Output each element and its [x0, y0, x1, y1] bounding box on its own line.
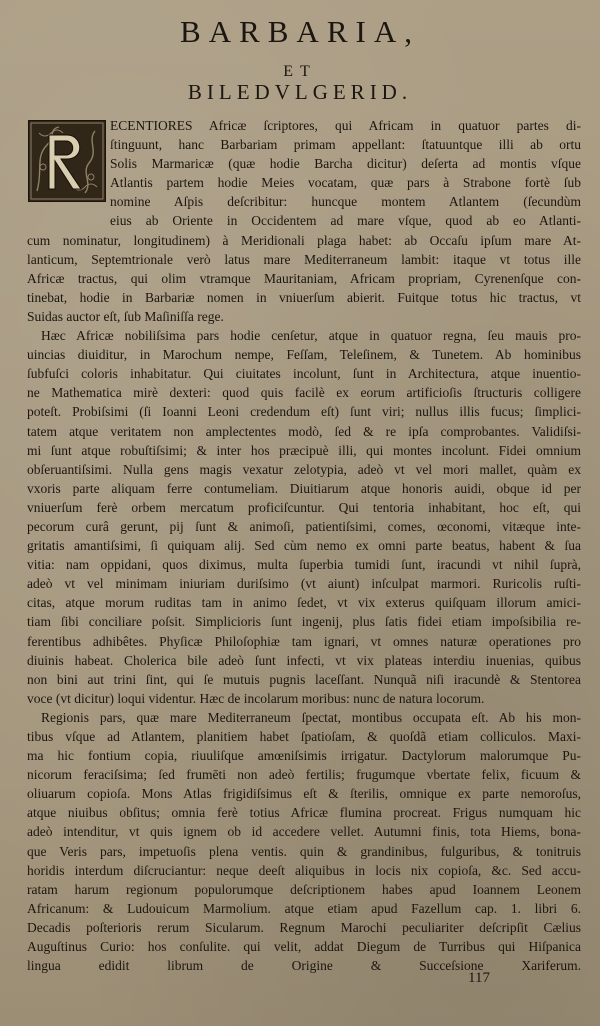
- text-line: adeò intenditur, vt quis ignem ob id accedere vellet. Autumni finis, tota Hiems, bona-: [27, 824, 581, 840]
- text-line: ma hic fontium copia, riuuliſque amœniſsimis irrigatur. Dactylorum malorumque Pu-: [27, 748, 581, 764]
- text-line: tiam ſibi conciliare poſsit. Simplicioris ſunt ingenij, plus ſatis fidei etiam impoſsibilia re-: [27, 614, 581, 630]
- text-line: [27, 975, 581, 994]
- text-line: ferentibus adhibêtes. Phyſicæ Philoſophiæ tam ignari, vt omnes naturæ operationes pro: [27, 633, 581, 649]
- text-line: diuinis habeat. Cholerica bile adeò ſunt infecti, vt vix plateas interdiu inuenias, quibus: [27, 652, 581, 668]
- text-line: oliuarum copioſa. Mons Atlas frigidiſsimus eſt & ſterilis, omnique ex parte nemoroſus,: [27, 786, 581, 802]
- text-line: tibus vſque ad Atlantem, planitiem habet ſpatioſam, & quoſdã etiam colliculos. Maxi-: [27, 729, 581, 744]
- text-line: Hæc Africæ nobiliſsima pars hodie cenſetur, atque in quatuor regna, ſeu mauis pro-: [41, 328, 581, 344]
- text-line: nomine Aſpis deſcribitur: huncque montem Atlantem (ſecundùm: [110, 194, 581, 210]
- text-line: non bini aut trini ſint, qui ſe mutuis pugnis laceſſant. Nunquã niſi iracundè & Stentorea: [27, 671, 581, 687]
- title-conjunction: ET: [283, 63, 317, 80]
- text-line: tinebat, hodie in Barbariæ nomen in vniuerſum abierit. Fuitque totus hic tractus, vt: [27, 289, 581, 305]
- text-line: tatem atque veritatem non amplectentes modò, ſed & re ipſa comprobantes. Validiſsi-: [27, 423, 581, 439]
- page-subtitle: BILEDVLGERID.: [187, 80, 413, 104]
- text-line: nicorum feraciſsima; ſed frumēti non adeò fertilis; frugumque vbertate felix, ficuum &: [27, 767, 581, 783]
- text-line: obſeruantiſsimi. Nulla gens magis vexatur zelotypia, adeò vt vel mori mallet, quàm ex: [27, 461, 581, 477]
- page-title: BARBARIA,: [180, 14, 420, 49]
- text-line: Regionis pars, quæ mare Mediterraneum ſpectat, montibus occupata eſt. Ab his mon-: [41, 709, 581, 725]
- text-line: Decadis poſterioris rerum Sicularum. Regnum Marochi peculiariter deſcripſit Cælius: [27, 919, 581, 935]
- page-number: 117: [468, 970, 490, 986]
- text-line: Africæ tractus, qui olim vtramque Mauritaniam, Africam propriam, Cyrenenſque con-: [27, 270, 581, 286]
- text-line: ſtinguunt, hanc Barbariam primam appellant: ſtatuuntque illi ab ortu: [110, 137, 581, 153]
- text-line: lanticum, Septemtrionale verò latus mare Mediterraneum lambit: itaque vt totus ille: [27, 251, 581, 267]
- text-line: pecorum curâ gerunt, pij ſunt & animoſi, patientiſsimi, comes, œconomi, vitæque inte-: [27, 518, 581, 534]
- text-line: cum nominatur, longitudinem) à Meridionali plaga habet: ab Occaſu ipſum mare At-: [27, 232, 581, 248]
- text-line: gritatis amantiſsimi, ſi quiquam alij. Sed cùm nemo ex omni parte beatus, habent & ſua: [27, 538, 581, 554]
- text-line: poteſt. Probiſsimi (ſi Ioanni Leoni credendum eſt) ſunt viri; nullus illis fucus; ſimplici-: [27, 404, 581, 420]
- text-line: eius ab Oriente in Occidentem ad mare vſque, quod ab eo Atlanti-: [110, 213, 581, 229]
- text-line: Auguſtinus Curio: hos conſulite. qui velit, addat Diegum de Turribus qui Hiſpanica: [27, 939, 581, 955]
- text-line: ratam harum regionum populorumque deſcriptionem habes apud Ioannem Leonem: [27, 881, 581, 897]
- text-line: Africanum: & Ludouicum Marmolium. atque etiam apud Fazellum cap. 1. libri 6.: [27, 900, 581, 916]
- text-line: que Veris pars, impetuoſis plena ventis. quin & grandinibus, fulguribus, & tonitruis: [27, 843, 581, 859]
- text-line: vxoris parte aliquam ferre contumeliam. Diuitiarum atque honoris auidi, obque id per: [27, 480, 581, 496]
- text-line: Solis Marmaricæ (quæ hodie Barcha dicitur) deſerta ad montis vſque: [110, 156, 581, 172]
- text-line: vitia: nam oppidani, quos diximus, multa ſuperbia tumidi ſunt, iracundi vt nihil ſuprà,: [27, 557, 581, 573]
- text-line: horidis interdum diſcruciantur: neque deeſt aliquibus in locis nix copioſa, &c. Sed accu-: [27, 862, 581, 878]
- text-line: atque niuibus obſitus; omnia ferè totius Africæ flumina procreat. Frigus numquam hic: [27, 805, 581, 821]
- body-text: [27, 116, 581, 994]
- text-line: ECENTIORES Africæ ſcriptores, qui Africam in quatuor partes di-: [110, 118, 581, 133]
- text-line: voce (vt dicitur) loqui videntur. Hæc de incolarum moribus: nunc de natura locorum.: [27, 690, 485, 706]
- text-line: ne Mathematica mirè dexteri: quod quis facilè ex eorum artificioſis ſtructuris colligere: [27, 385, 581, 401]
- text-line: adeò vt vel minimam iniuriam duriſsimo (vt aiunt) inſculpat marmori. Ruricolis ruſti-: [27, 576, 581, 592]
- text-line: ſubfuſci coloris inhabitatur. Qui ciuitates incolunt, ſunt in Architectura, atque inuentio-: [27, 366, 581, 382]
- text-line: uincias diuiditur, in Marochum nempe, Feſſam, Teleſinem, & Tunetem. Ab hominibus: [27, 347, 581, 363]
- text-line: citas, atque morum ruditas tam in animo ſedet, vt vix exterus quiſquam illorum amici-: [27, 595, 581, 611]
- text-line: lingua edidit librum de Origine & Succeſsione Xariferum.: [27, 958, 581, 974]
- text-line: Atlantis partem hodie Meies vocatam, quæ pars à Strabone fortè ſub: [110, 175, 581, 191]
- text-line: mi ſunt atque robuſtiſsimi; & inter hos præcipuè illi, qui montes incolunt. Fidei omnium: [27, 442, 581, 458]
- text-line: vniuerſum ferè orbem mercatum proficiſcuntur. Qui tentoria inhabitant, hoc eſt, qui: [27, 499, 581, 515]
- text-line: Suidas auctor eſt, ſub Maſiniſſa rege.: [27, 308, 224, 324]
